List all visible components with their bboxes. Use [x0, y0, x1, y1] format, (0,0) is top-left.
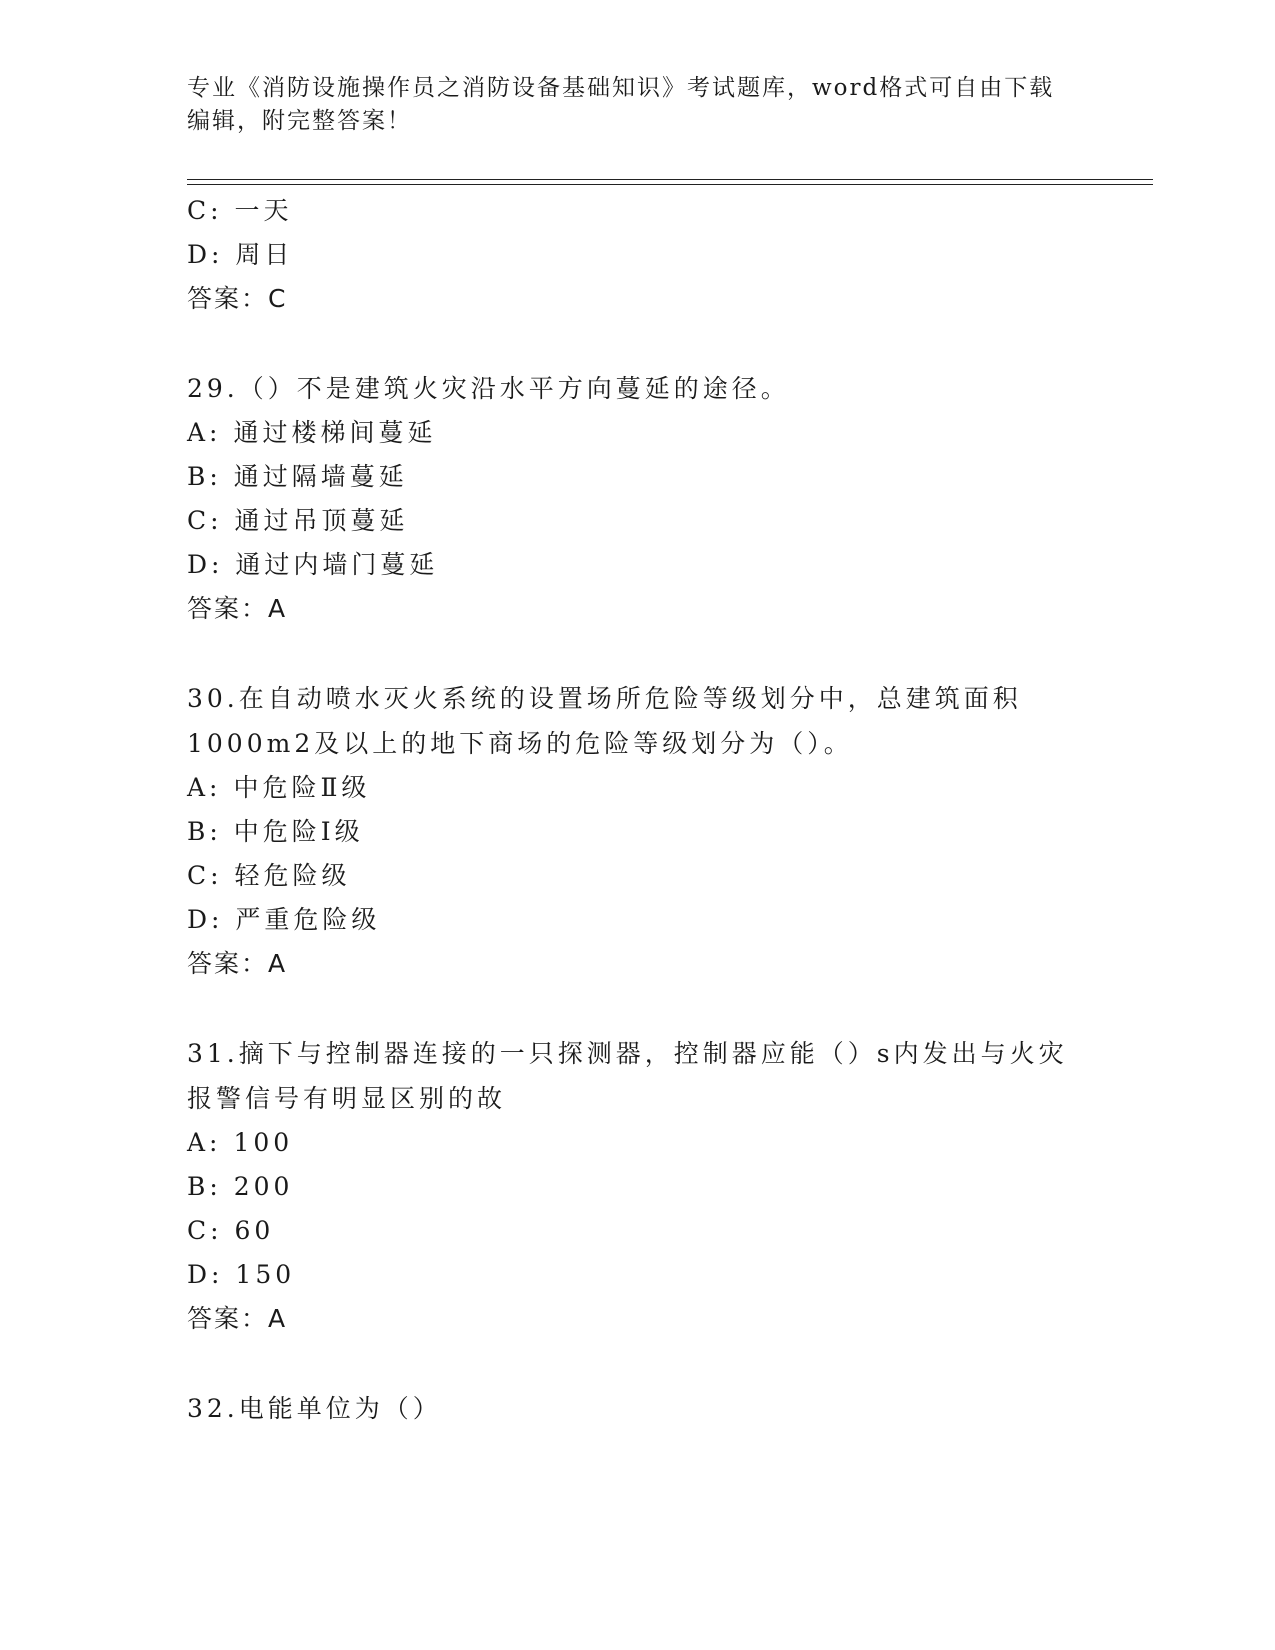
option-label: D:: [187, 1260, 224, 1289]
option-text: 200: [233, 1172, 294, 1201]
option-label: D:: [187, 240, 224, 269]
option-label: A:: [187, 1128, 222, 1157]
option-text: 100: [233, 1128, 294, 1157]
option-label: C:: [187, 861, 223, 890]
question-29-stem: 29.（）不是建筑火灾沿水平方向蔓延的途径。: [187, 374, 790, 403]
option-label: A:: [187, 773, 222, 802]
q29-option-a: [187, 417, 436, 449]
option-text: 150: [235, 1260, 296, 1289]
q30-option-a: [187, 772, 370, 804]
q30-option-d: [187, 904, 380, 936]
option-text: 通过吊顶蔓延: [234, 506, 409, 535]
q31-option-c: [187, 1215, 274, 1247]
option-label: B:: [187, 1172, 222, 1201]
option-label: C:: [187, 506, 223, 535]
option-text: 通过楼梯间蔓延: [233, 418, 437, 447]
option-label: A:: [187, 418, 222, 447]
option-text: 轻危险级: [234, 861, 351, 890]
prev-answer: 答案：C: [187, 284, 288, 313]
q29-answer: 答案：A: [187, 594, 288, 623]
q30-option-c: [187, 860, 351, 892]
option-label: B:: [187, 817, 222, 846]
q29-option-d: [187, 549, 438, 581]
q31-answer: 答案：A: [187, 1304, 288, 1333]
document-header: 专业《消防设施操作员之消防设备基础知识》考试题库，word格式可自由下载编辑，附完整答案！: [187, 75, 1055, 134]
prev-option-d: [187, 239, 293, 271]
option-text: 60: [234, 1216, 275, 1245]
option-label: C:: [187, 196, 223, 225]
question-32-stem: 32.电能单位为（）: [187, 1394, 442, 1423]
option-text: 严重危险级: [235, 905, 381, 934]
option-label: D:: [187, 550, 224, 579]
question-30-stem-line2: 1000m2及以上的地下商场的危险等级划分为（）。: [187, 729, 853, 758]
q30-option-b: [187, 816, 364, 848]
q31-option-d: [187, 1259, 295, 1291]
q30-answer: 答案：A: [187, 949, 288, 978]
option-label: B:: [187, 462, 222, 491]
option-text: 周日: [235, 240, 294, 269]
q29-option-c: [187, 505, 409, 537]
option-text: 通过内墙门蔓延: [235, 550, 439, 579]
q31-option-a: [187, 1127, 293, 1159]
header-divider-top: [187, 179, 1153, 180]
option-label: D:: [187, 905, 224, 934]
option-text: 通过隔墙蔓延: [233, 462, 408, 491]
option-text: 中危险Ⅰ级: [233, 817, 364, 846]
q29-option-b: [187, 461, 408, 493]
option-label: C:: [187, 1216, 223, 1245]
question-31-stem-line2: 报警信号有明显区别的故: [187, 1084, 507, 1113]
question-31-stem-line1: 31.摘下与控制器连接的一只探测器，控制器应能（）s内发出与火灾: [187, 1039, 1068, 1068]
header-divider-bottom: [187, 184, 1153, 185]
option-text: 一天: [234, 196, 293, 225]
q31-option-b: [187, 1171, 293, 1203]
question-30-stem-line1: 30.在自动喷水灭火系统的设置场所危险等级划分中，总建筑面积: [187, 684, 1022, 713]
option-text: 中危险Ⅱ级: [233, 773, 371, 802]
prev-option-c: [187, 195, 293, 227]
